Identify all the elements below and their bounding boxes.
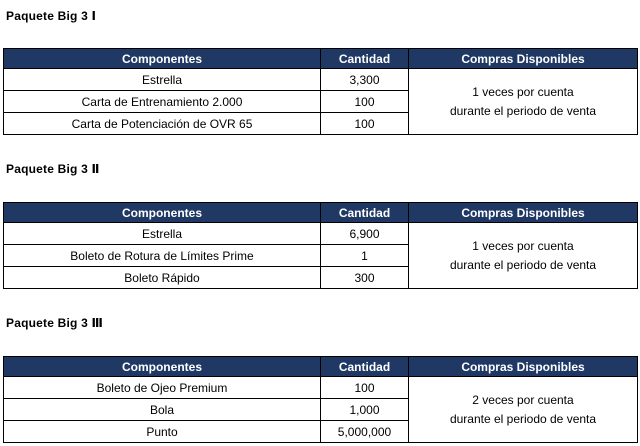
header-compras-disponibles: Compras Disponibles (409, 357, 638, 377)
header-componentes: Componentes (4, 49, 321, 69)
quantity-cell: 300 (321, 267, 409, 289)
header-componentes: Componentes (4, 203, 321, 223)
package-1-title: Paquete Big 3 Ⅰ (6, 9, 97, 23)
compras-cell (409, 377, 638, 443)
component-cell: Boleto Rápido (4, 267, 321, 289)
component-cell: Estrella (4, 223, 321, 245)
package-2-table (3, 202, 638, 289)
table-header-row (4, 203, 638, 223)
compras-line-1: 1 veces por cuenta (472, 84, 574, 99)
table-row (4, 377, 638, 399)
compras-line-1: 2 veces por cuenta (472, 392, 574, 407)
package-3-table (3, 356, 638, 443)
header-compras-disponibles: Compras Disponibles (409, 49, 638, 69)
package-3-title: Paquete Big 3 Ⅲ (6, 316, 104, 330)
compras-line-1: 1 veces por cuenta (472, 238, 574, 253)
component-cell: Boleto de Ojeo Premium (4, 377, 321, 399)
component-cell: Carta de Entrenamiento 2.000 (4, 91, 321, 113)
table-row (4, 223, 638, 245)
quantity-cell: 3,300 (321, 69, 409, 91)
component-cell: Estrella (4, 69, 321, 91)
compras-line-2: durante el periodo de venta (449, 257, 597, 272)
component-cell: Carta de Potenciación de OVR 65 (4, 113, 321, 135)
quantity-cell: 1,000 (321, 399, 409, 421)
quantity-cell: 5,000,000 (321, 421, 409, 443)
quantity-cell: 100 (321, 377, 409, 399)
header-cantidad: Cantidad (321, 357, 409, 377)
package-2-title: Paquete Big 3 Ⅱ (6, 162, 100, 176)
table-header-row (4, 49, 638, 69)
component-cell: Bola (4, 399, 321, 421)
quantity-cell: 100 (321, 91, 409, 113)
compras-line-2: durante el periodo de venta (449, 411, 597, 426)
header-cantidad: Cantidad (321, 49, 409, 69)
quantity-cell: 100 (321, 113, 409, 135)
component-cell: Punto (4, 421, 321, 443)
header-componentes: Componentes (4, 357, 321, 377)
table-header-row (4, 357, 638, 377)
package-1-table (3, 48, 638, 135)
compras-cell (409, 69, 638, 135)
compras-cell (409, 223, 638, 289)
header-compras-disponibles: Compras Disponibles (409, 203, 638, 223)
quantity-cell: 6,900 (321, 223, 409, 245)
component-cell: Boleto de Rotura de Límites Prime (4, 245, 321, 267)
table-row (4, 69, 638, 91)
compras-line-2: durante el periodo de venta (449, 103, 597, 118)
quantity-cell: 1 (321, 245, 409, 267)
header-cantidad: Cantidad (321, 203, 409, 223)
